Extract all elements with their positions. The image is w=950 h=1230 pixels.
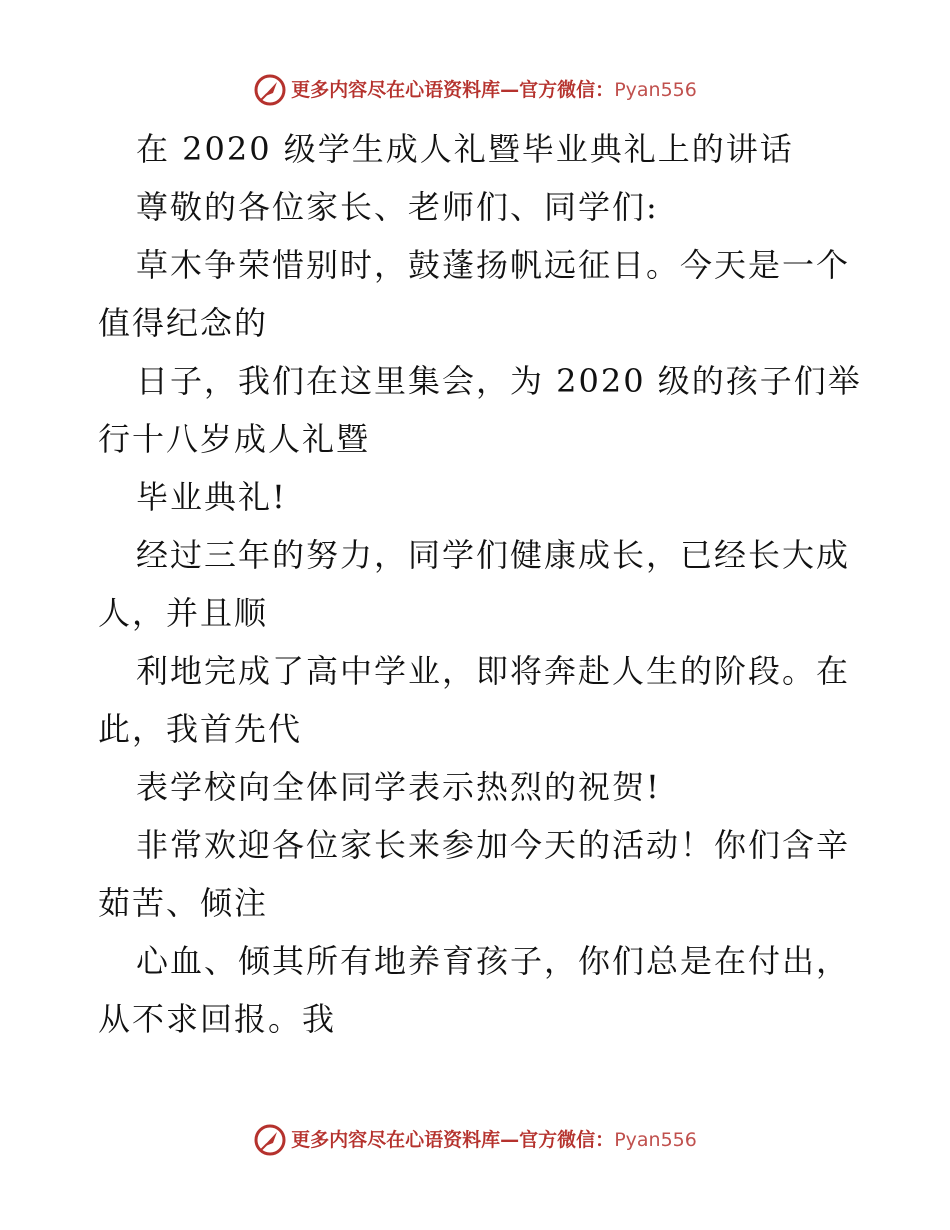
banner-text: 更多内容尽在心语资料库—官方微信：Pyan556 <box>291 79 697 101</box>
text-line: 此，我首先代 <box>98 710 303 748</box>
text-line: 从不求回报。我 <box>98 1000 337 1038</box>
text-line: 茹苦、倾注 <box>98 884 269 922</box>
text-line: 值得纪念的 <box>98 304 269 342</box>
feather-pen-logo-icon <box>253 73 287 107</box>
text-line: 经过三年的努力，同学们健康成长，已经长大成 <box>136 536 851 574</box>
text-line: 心血、倾其所有地养育孩子，你们总是在付出， <box>136 942 851 980</box>
text-line: 毕业典礼! <box>136 478 287 516</box>
text-line: 表学校向全体同学表示热烈的祝贺! <box>136 768 661 806</box>
text-line: 草木争荣惜别时，鼓蓬扬帆远征日。今天是一个 <box>136 246 851 284</box>
feather-pen-logo-icon <box>253 1123 287 1157</box>
text-line: 非常欢迎各位家长来参加今天的活动！你们含辛 <box>136 826 851 864</box>
text-line: 利地完成了高中学业，即将奔赴人生的阶段。在 <box>136 652 851 690</box>
document-body <box>98 120 862 1048</box>
text-line: 日子，我们在这里集会，为 2020 级的孩子们举 <box>136 362 862 400</box>
text-line: 行十八岁成人礼暨 <box>98 420 371 458</box>
banner-text: 更多内容尽在心语资料库—官方微信：Pyan556 <box>291 1129 697 1151</box>
text-line: 人，并且顺 <box>98 594 269 632</box>
text-line: 在 2020 级学生成人礼暨毕业典礼上的讲话 <box>136 130 794 168</box>
text-line: 尊敬的各位家长、老师们、同学们: <box>136 188 659 226</box>
footer-banner <box>0 1118 950 1162</box>
header-banner <box>0 68 950 112</box>
